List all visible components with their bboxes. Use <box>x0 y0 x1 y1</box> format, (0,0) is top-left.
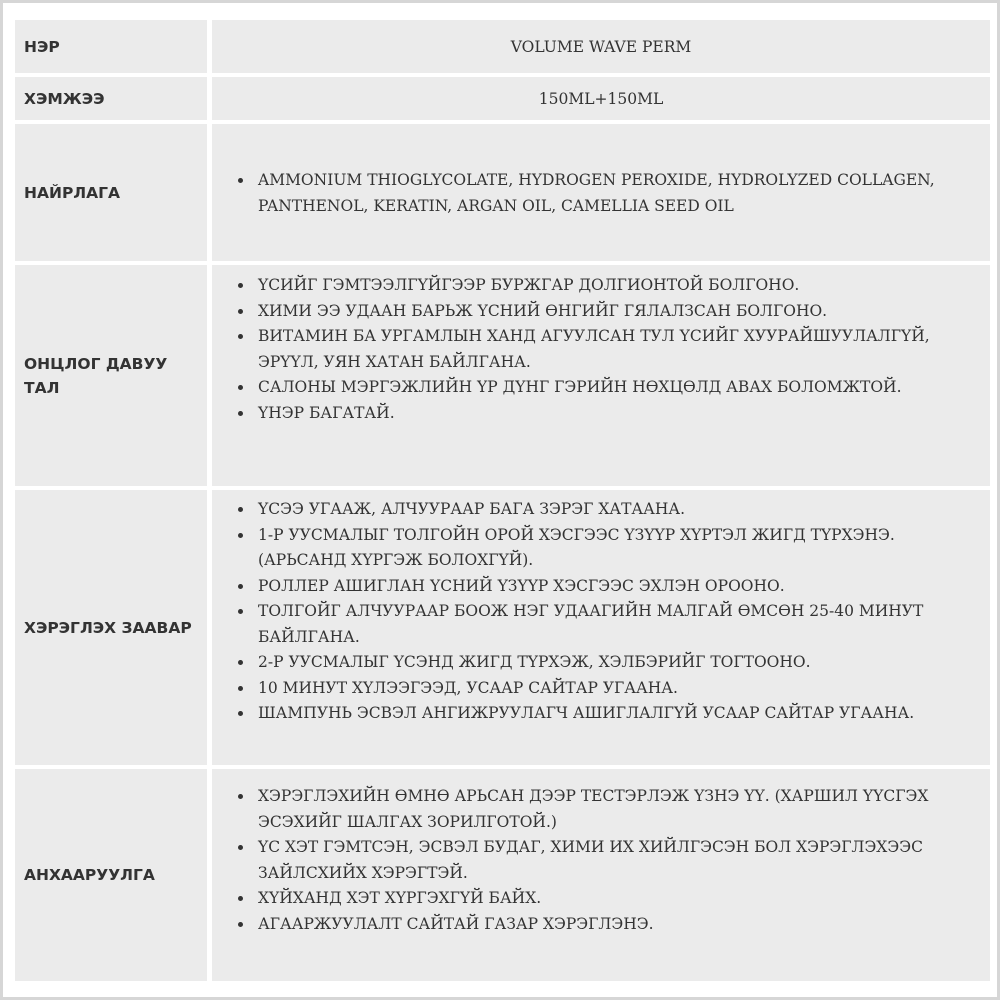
row-value-advantages <box>212 265 990 486</box>
row-label-name <box>15 20 207 73</box>
usage-list <box>238 497 980 727</box>
row-label-usage-text: ХЭРЭГЛЭХ ЗААВАР <box>24 618 192 637</box>
list-item: ҮСИЙГ ГЭМТЭЭЛГҮЙГЭЭР БУРЖГАР ДОЛГИОНТОЙ БОЛГОНО. <box>238 273 980 299</box>
list-item: ҮНЭР БАГАТАЙ. <box>238 401 980 427</box>
ingredients-list <box>238 168 980 219</box>
product-name: VOLUME WAVE PERM <box>510 37 692 56</box>
row-label-ingredients <box>15 124 207 261</box>
list-item: САЛОНЫ МЭРГЭЖЛИЙН ҮР ДҮНГ ГЭРИЙН НӨХЦӨЛД АВАХ БОЛОМЖТОЙ. <box>238 375 980 401</box>
list-item: РОЛЛЕР АШИГЛАН ҮСНИЙ ҮЗҮҮР ХЭСГЭЭС ЭХЛЭН ОРООНО. <box>238 574 980 600</box>
list-item: ШАМПУНЬ ЭСВЭЛ АНГИЖРУУЛАГЧ АШИГЛАЛГҮЙ УСААР САЙТАР УГААНА. <box>238 701 980 727</box>
row-label-ingredients-text: НАЙРЛАГА <box>24 183 121 202</box>
list-item: ХЭРЭГЛЭХИЙН ӨМНӨ АРЬСАН ДЭЭР ТЕСТЭРЛЭЖ ҮЗНЭ ҮҮ. (ХАРШИЛ ҮҮСГЭХ ЭСЭХИЙГ ШАЛГАХ ЗОРИЛГОТОЙ.) <box>238 784 980 835</box>
row-value-size <box>212 77 990 120</box>
list-item: ҮС ХЭТ ГЭМТСЭН, ЭСВЭЛ БУДАГ, ХИМИ ИХ ХИЙЛГЭСЭН БОЛ ХЭРЭГЛЭХЭЭС ЗАЙЛСХИЙХ ХЭРЭГТЭЙ. <box>238 835 980 886</box>
row-value-usage <box>212 490 990 765</box>
row-label-warning-text: АНХААРУУЛГА <box>24 866 155 884</box>
list-item: АГААРЖУУЛАЛТ САЙТАЙ ГАЗАР ХЭРЭГЛЭНЭ. <box>238 912 980 938</box>
row-value-name <box>212 20 990 73</box>
row-label-advantages <box>15 265 207 486</box>
list-item: 2-Р УУСМАЛЫГ ҮСЭНД ЖИГД ТҮРХЭЖ, ХЭЛБЭРИЙГ ТОГТООНО. <box>238 650 980 676</box>
row-label-size <box>15 77 207 120</box>
list-item: 10 МИНУТ ХҮЛЭЭГЭЭД, УСААР САЙТАР УГААНА. <box>238 676 980 702</box>
row-label-size-text: ХЭМЖЭЭ <box>24 89 105 108</box>
advantages-list <box>238 273 980 426</box>
list-item: AMMONIUM THIOGLYCOLATE, HYDROGEN PEROXIDE, HYDROLYZED COLLAGEN, PANTHENOL, KERATIN, ARGAN OIL, CAMELLIA SEED OIL <box>238 168 980 219</box>
list-item: ХИМИ ЭЭ УДААН БАРЬЖ ҮСНИЙ ӨНГИЙГ ГЯЛАЛЗСАН БОЛГОНО. <box>238 299 980 325</box>
list-item: ХҮЙХАНД ХЭТ ХҮРГЭХГҮЙ БАЙХ. <box>238 886 980 912</box>
row-label-advantages-text: ОНЦЛОГ ДАВУУ ТАЛ <box>24 354 168 397</box>
row-label-warning <box>15 769 207 981</box>
list-item: ТОЛГОЙГ АЛЧУУРААР БООЖ НЭГ УДААГИЙН МАЛГАЙ ӨМСӨН 25-40 МИНУТ БАЙЛГАНА. <box>238 599 980 650</box>
product-size: 150ML+150ML <box>538 89 664 108</box>
list-item: ҮСЭЭ УГААЖ, АЛЧУУРААР БАГА ЗЭРЭГ ХАТААНА. <box>238 497 980 523</box>
row-value-warning <box>212 769 990 981</box>
row-label-usage <box>15 490 207 765</box>
row-value-ingredients <box>212 124 990 261</box>
row-label-name-text: НЭР <box>24 37 60 56</box>
list-item: ВИТАМИН БА УРГАМЛЫН ХАНД АГУУЛСАН ТУЛ ҮСИЙГ ХУУРАЙШУУЛАЛГҮЙ, ЭРҮҮЛ, УЯН ХАТАН БАЙЛГАНА. <box>238 324 980 375</box>
list-item: 1-Р УУСМАЛЫГ ТОЛГОЙН ОРОЙ ХЭСГЭЭС ҮЗҮҮР ХҮРТЭЛ ЖИГД ТҮРХЭНЭ. (АРЬСАНД ХҮРГЭЖ БОЛОХГҮЙ). <box>238 523 980 574</box>
warning-list <box>238 784 980 937</box>
